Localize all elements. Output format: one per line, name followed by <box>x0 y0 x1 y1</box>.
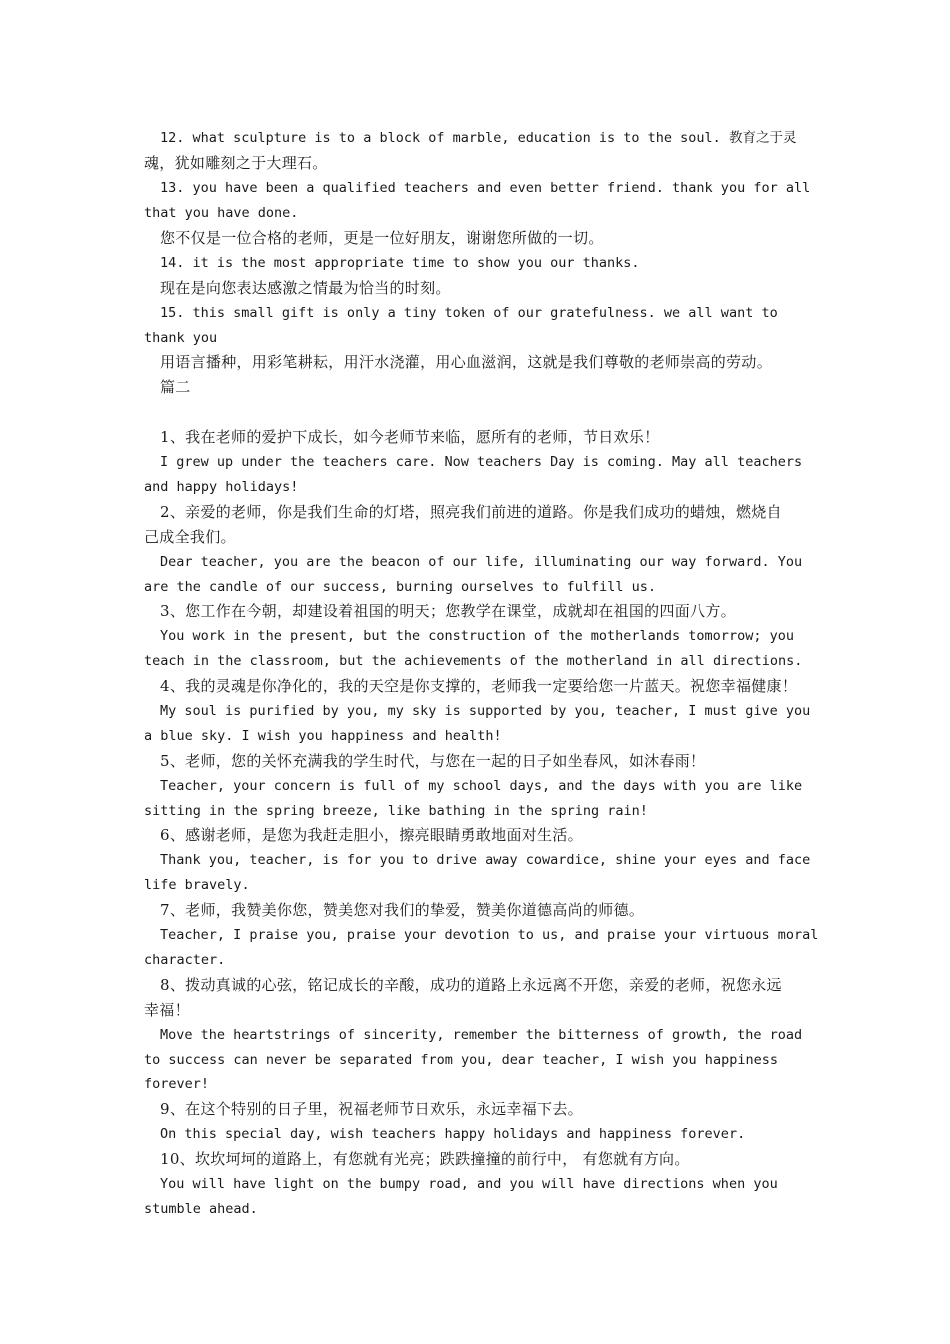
text-line: life bravely. <box>144 877 250 893</box>
text-line: 10、坎坎坷坷的道路上，有您就有光亮；跌跌撞撞的前行中， 有您就有方向。 <box>160 1150 690 1168</box>
text-line: 15. this small gift is only a tiny token of our gratefulness. we all want to <box>160 305 778 321</box>
text-line: 14. it is the most appropriate time to show you our thanks. <box>160 255 640 271</box>
text-line: 8、拨动真诚的心弦，铭记成长的辛酸，成功的道路上永远离不开您，亲爱的老师，祝您永远 <box>160 976 782 994</box>
text-line: 5、老师，您的关怀充满我的学生时代，与您在一起的日子如坐春风，如沐春雨！ <box>160 752 706 770</box>
text-line: a blue sky. I wish you happiness and health! <box>144 728 502 744</box>
section-heading: 篇二 <box>160 378 191 396</box>
text-line: to success can never be separated from you, dear teacher, I wish you happiness <box>144 1052 778 1068</box>
text-line: thank you <box>144 330 218 346</box>
text-line: 您不仅是一位合格的老师，更是一位好朋友，谢谢您所做的一切。 <box>160 229 604 247</box>
text-line: You work in the present, but the construction of the motherlands tomorrow; you <box>160 628 794 644</box>
text-line: 6、感谢老师，是您为我赶走胆小，擦亮眼睛勇敢地面对生活。 <box>160 826 583 844</box>
text-line: On this special day, wish teachers happy holidays and happiness forever. <box>160 1126 746 1142</box>
text-line: I grew up under the teachers care. Now teachers Day is coming. May all teachers <box>160 454 803 470</box>
text-line: 2、亲爱的老师，你是我们生命的灯塔，照亮我们前进的道路。你是我们成功的蜡烛，燃烧自 <box>160 503 782 521</box>
text-line: sitting in the spring breeze, like bathing in the spring rain! <box>144 803 648 819</box>
text-line: Thank you, teacher, is for you to drive away cowardice, shine your eyes and face <box>160 852 811 868</box>
text-line: that you have done. <box>144 205 299 221</box>
text-line: 9、在这个特别的日子里，祝福老师节日欢乐，永远幸福下去。 <box>160 1100 583 1118</box>
text-line: 1、我在老师的爱护下成长，如今老师节来临，愿所有的老师，节日欢乐！ <box>160 428 660 446</box>
text-line: and happy holidays! <box>144 479 299 495</box>
text-line: character. <box>144 952 226 968</box>
text-line: Move the heartstrings of sincerity, remember the bitterness of growth, the road <box>160 1027 803 1043</box>
text-line: 用语言播种，用彩笔耕耘，用汗水浇灌，用心血滋润，这就是我们尊敬的老师崇高的劳动。 <box>160 353 773 371</box>
text-line: My soul is purified by you, my sky is supported by you, teacher, I must give you <box>160 703 811 719</box>
text-line: 现在是向您表达感激之情最为恰当的时刻。 <box>160 279 451 297</box>
text-line: Teacher, your concern is full of my school days, and the days with you are like <box>160 778 803 794</box>
text-line: Teacher, I praise you, praise your devotion to us, and praise your virtuous moral <box>160 927 819 943</box>
text-line: forever! <box>144 1076 210 1092</box>
text-line: 7、老师，我赞美你您，赞美您对我们的挚爱，赞美你道德高尚的师德。 <box>160 901 645 919</box>
text-line: 幸福！ <box>144 1001 190 1019</box>
text-line: are the candle of our success, burning ourselves to fulfill us. <box>144 579 657 595</box>
text-line: stumble ahead. <box>144 1201 258 1217</box>
text-line: 4、我的灵魂是你净化的，我的天空是你支撑的，老师我一定要给您一片蓝天。祝您幸福健康！ <box>160 677 798 695</box>
text-line: Dear teacher, you are the beacon of our life, illuminating our way forward. You <box>160 554 803 570</box>
text-line: You will have light on the bumpy road, and you will have directions when you <box>160 1176 778 1192</box>
text-line: 3、您工作在今朝，却建设着祖国的明天；您教学在课堂，成就却在祖国的四面八方。 <box>160 602 736 620</box>
text-line: teach in the classroom, but the achievements of the motherland in all directions. <box>144 653 803 669</box>
text-line: 魂，犹如雕刻之于大理石。 <box>144 154 328 172</box>
text-line: 13. you have been a qualified teachers and even better friend. thank you for all <box>160 180 811 196</box>
text-line: 己成全我们。 <box>144 528 236 546</box>
text-line: 12. what sculpture is to a block of marble, education is to the soul. 教育之于灵 <box>160 130 797 146</box>
